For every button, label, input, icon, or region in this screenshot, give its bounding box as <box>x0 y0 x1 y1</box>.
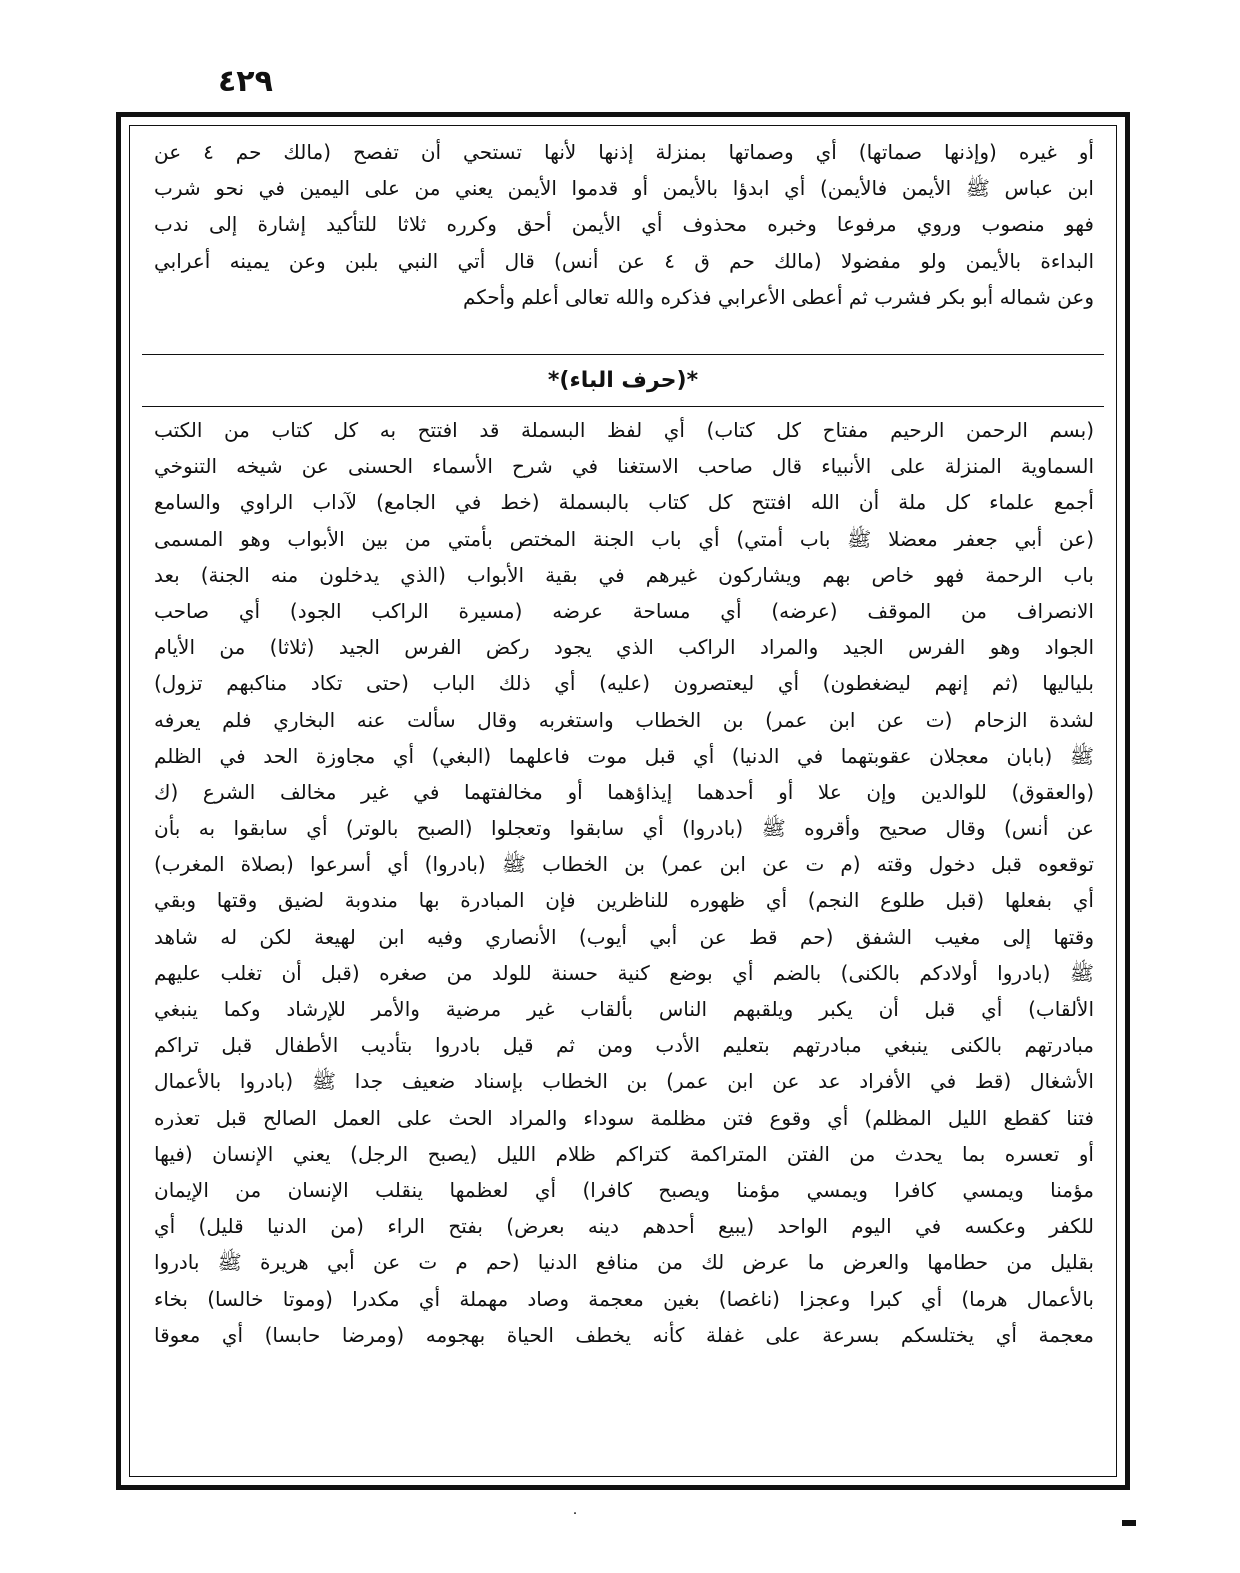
page-frame <box>116 112 1130 1490</box>
text-line: بالأعمال هرما) أي كبرا وعجزا (ناغصا) بغين معجمة وصاد مهملة أي مكدرا (وموتا خالسا) بخاء <box>154 1286 1094 1311</box>
text-line: مبادرتهم بالكنى ينبغي مبادرتهم بتعليم الأدب ومن ثم قيل بادروا بتأديب الأطفال قبل تراكم <box>154 1033 1094 1058</box>
corner-mark <box>1122 1520 1136 1526</box>
text-line: بقليل من حطامها والعرض ما عرض لك من منافع الدنيا (حم م ت عن أبي هريرة ﷺ بادروا <box>154 1250 1094 1275</box>
text-line: الانصراف من الموقف (عرضه) أي مساحة عرضه (مسيرة الراكب الجود) أي صاحب <box>154 598 1094 623</box>
text-line: أي بفعلها (قبل طلوع النجم) أي ظهوره للناظرين فإن المبادرة بها مندوبة لضيق وقتها وبقي <box>154 888 1094 913</box>
text-line: فهو منصوب وروي مرفوعا وخبره محذوف أي الأيمن أحق وكرره ثلاثا للتأكيد إشارة إلى ندب <box>154 212 1094 237</box>
text-line: البداءة بالأيمن ولو مفضولا (مالك حم ق ٤ عن أنس) قال أتي النبي بلبن وعن يمينه أعرابي <box>154 248 1094 273</box>
text-line: عن أنس) وقال صحيح وأقروه ﷺ (بادروا) أي سابقوا وتعجلوا (الصبح بالوتر) أي سابقوا به بأن <box>154 816 1094 841</box>
top-paragraph <box>154 134 1094 315</box>
section-heading: *(حرف الباء)* <box>547 368 699 393</box>
text-line: ﷺ (بابان معجلان عقوبتهما في الدنيا) أي قبل موت فاعلهما (البغي) أي مجاوزة الحد في الظلم <box>154 743 1094 768</box>
text-line: الأشغال (قط في الأفراد عد عن ابن عمر) بن الخطاب بإسناد ضعيف جدا ﷺ (بادروا بالأعمال <box>154 1069 1094 1094</box>
text-line: الألقاب) أي قبل أن يكبر ويلقبهم الناس بألقاب غير مرضية والأمر للإرشاد وكما ينبغي <box>154 997 1094 1021</box>
text-line: الجواد وهو الفرس الجيد والمراد الراكب الذي يجود ركض الفرس الجيد (ثلاثا) من الأيام <box>154 635 1094 660</box>
text-line: (والعقوق) للوالدين وإن علا أو أحدهما إيذاؤهما أو مخالفتهما في غير مخالف الشرع (ك <box>154 779 1094 804</box>
text-line: فتنا كقطع الليل المظلم) أي وقوع فتن مظلمة سوداء والمراد الحث على العمل الصالح قبل تعذره <box>154 1105 1094 1130</box>
text-line: أو تعسره بما يحدث من الفتن المتراكمة كتراكم ظلام الليل (يصبح الرجل) يعني الإنسان (فيها <box>154 1141 1094 1166</box>
text-line: (عن أبي جعفر معضلا ﷺ باب أمتي) أي باب الجنة المختص بأمتي من بين الأبواب وهو المسمى <box>154 526 1094 551</box>
text-line: ﷺ (بادروا أولادكم بالكنى) بالضم أي بوضع كنية حسنة للولد من صغره (قبل أن تغلب عليهم <box>154 960 1094 985</box>
text-line: (بسم الرحمن الرحيم مفتاح كل كتاب) أي لفظ البسملة قد افتتح به كل كتاب من الكتب <box>154 418 1094 442</box>
section-divider-bottom <box>142 406 1104 407</box>
text-line <box>154 1353 1094 1389</box>
page-number: ٤٢٩ <box>218 64 273 99</box>
section-divider-top <box>142 354 1104 355</box>
text-line: بلياليها (ثم إنهم ليضغطون) أي ليعتصرون (عليه) أي ذلك الباب (حتى تكاد مناكبهم تزول) <box>154 671 1094 696</box>
text-line: باب الرحمة فهو خاص بهم ويشاركون غيرهم في بقية الأبواب (الذي يدخلون منه الجنة) بعد <box>154 562 1094 587</box>
footer-mark: ٠ <box>571 1505 579 1521</box>
text-line: للكفر وعكسه في اليوم الواحد (يبيع أحدهم دينه بعرض) بفتح الراء (من الدنيا قليل) أي <box>154 1214 1094 1239</box>
text-line: وقتها إلى مغيب الشفق (حم قط عن أبي أيوب) الأنصاري وفيه ابن لهيعة لكن له شاهد <box>154 924 1094 949</box>
text-line: معجمة أي يختلسكم بسرعة على غفلة كأنه يخطف الحياة بهجومه (ومرضا حابسا) أي معوقا <box>154 1322 1094 1347</box>
text-line: مؤمنا ويمسي كافرا ويمسي مؤمنا ويصبح كافرا) أي لعظمها ينقلب الإنسان من الإيمان <box>154 1177 1094 1202</box>
text-line: ابن عباس ﷺ الأيمن فالأيمن) أي ابدؤا بالأيمن أو قدموا الأيمن يعني من على اليمين في نحو شرب <box>154 176 1094 201</box>
text-line: وعن شماله أبو بكر فشرب ثم أعطى الأعرابي فذكره والله تعالى أعلم وأحكم <box>462 284 1094 309</box>
page-inner-frame <box>129 125 1117 1477</box>
text-line: أجمع علماء كل ملة أن الله افتتح كل كتاب بالبسملة (خط في الجامع) لآداب الراوي والسامع <box>154 490 1094 515</box>
text-line: توقعوه قبل دخول وقته (م ت عن ابن عمر) بن الخطاب ﷺ (بادروا) أي أسرعوا (بصلاة المغرب) <box>154 852 1094 877</box>
text-line: لشدة الزحام (ت عن ابن عمر) بن الخطاب واستغربه وقال سألت عنه البخاري فلم يعرفه <box>154 707 1094 732</box>
main-text <box>154 412 1094 1389</box>
text-line: السماوية المنزلة على الأنبياء قال صاحب الاستغنا في شرح الأسماء الحسنى عن شيخه التنوخي <box>154 454 1094 479</box>
text-line: أو غيره (وإذنها صماتها) أي وصماتها بمنزلة إذنها لأنها تستحي أن تفصح (مالك حم ٤ عن <box>154 140 1094 164</box>
